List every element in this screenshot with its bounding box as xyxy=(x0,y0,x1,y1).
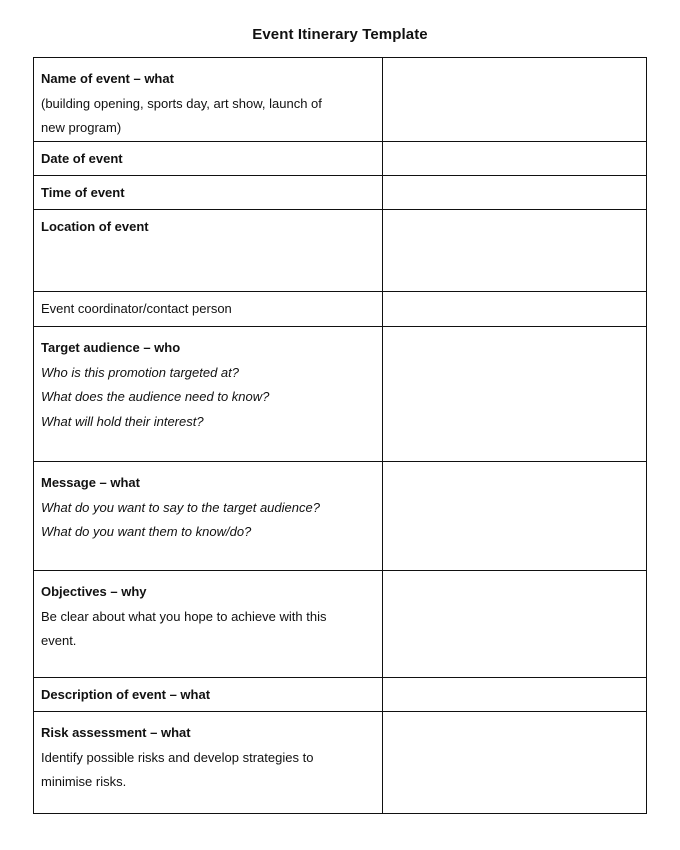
row-description-line: (building opening, sports day, art show, launch of xyxy=(41,95,322,111)
row-heading: Name of event – what xyxy=(41,71,174,86)
row-heading: Time of event xyxy=(41,185,125,200)
label-cell xyxy=(34,678,383,712)
table-row-target-audience xyxy=(34,327,647,462)
row-heading: Description of event – what xyxy=(41,687,211,702)
row-heading: Message – what xyxy=(41,475,140,490)
label-cell xyxy=(34,327,383,462)
table-row-objectives xyxy=(34,571,647,678)
value-cell[interactable] xyxy=(383,571,647,678)
label-cell xyxy=(34,142,383,176)
label-cell xyxy=(34,210,383,292)
table-row-name-of-event xyxy=(34,58,647,142)
value-cell[interactable] xyxy=(383,712,647,814)
label-cell xyxy=(34,176,383,210)
row-heading: Risk assessment – what xyxy=(41,725,191,740)
document-title: Event Itinerary Template xyxy=(252,26,428,43)
row-heading: Target audience – who xyxy=(41,340,181,355)
value-cell[interactable] xyxy=(383,176,647,210)
table-row-risk-assessment xyxy=(34,712,647,814)
row-description-line: event. xyxy=(41,633,77,648)
value-cell[interactable] xyxy=(383,462,647,571)
row-question-line: What will hold their interest? xyxy=(41,413,204,429)
row-question-line: Who is this promotion targeted at? xyxy=(41,364,239,380)
table-row-message xyxy=(34,462,647,571)
row-question-line: What does the audience need to know? xyxy=(41,389,270,404)
row-heading: Event coordinator/contact person xyxy=(41,301,232,316)
row-description-line: minimise risks. xyxy=(41,774,127,789)
value-cell[interactable] xyxy=(383,142,647,176)
table-row-event-coordinator xyxy=(34,292,647,327)
value-cell[interactable] xyxy=(383,292,647,327)
row-heading: Objectives – why xyxy=(41,584,147,599)
row-description-line: Identify possible risks and develop strategies to xyxy=(41,749,314,765)
itinerary-table xyxy=(33,57,647,814)
value-cell[interactable] xyxy=(383,327,647,462)
row-heading: Date of event xyxy=(41,151,123,166)
value-cell[interactable] xyxy=(383,58,647,142)
table-row-date-of-event xyxy=(34,142,647,176)
row-question-line: What do you want them to know/do? xyxy=(41,524,252,539)
table-row-description-of-event xyxy=(34,678,647,712)
row-heading: Location of event xyxy=(41,219,149,234)
table-row-time-of-event xyxy=(34,176,647,210)
row-question-line: What do you want to say to the target audience? xyxy=(41,499,320,515)
label-cell xyxy=(34,292,383,327)
label-cell xyxy=(34,571,383,678)
table-row-location-of-event xyxy=(34,210,647,292)
row-description-line: new program) xyxy=(41,120,122,135)
label-cell xyxy=(34,58,383,142)
label-cell xyxy=(34,712,383,814)
label-cell xyxy=(34,462,383,571)
value-cell[interactable] xyxy=(383,210,647,292)
value-cell[interactable] xyxy=(383,678,647,712)
row-description-line: Be clear about what you hope to achieve with this xyxy=(41,608,327,624)
